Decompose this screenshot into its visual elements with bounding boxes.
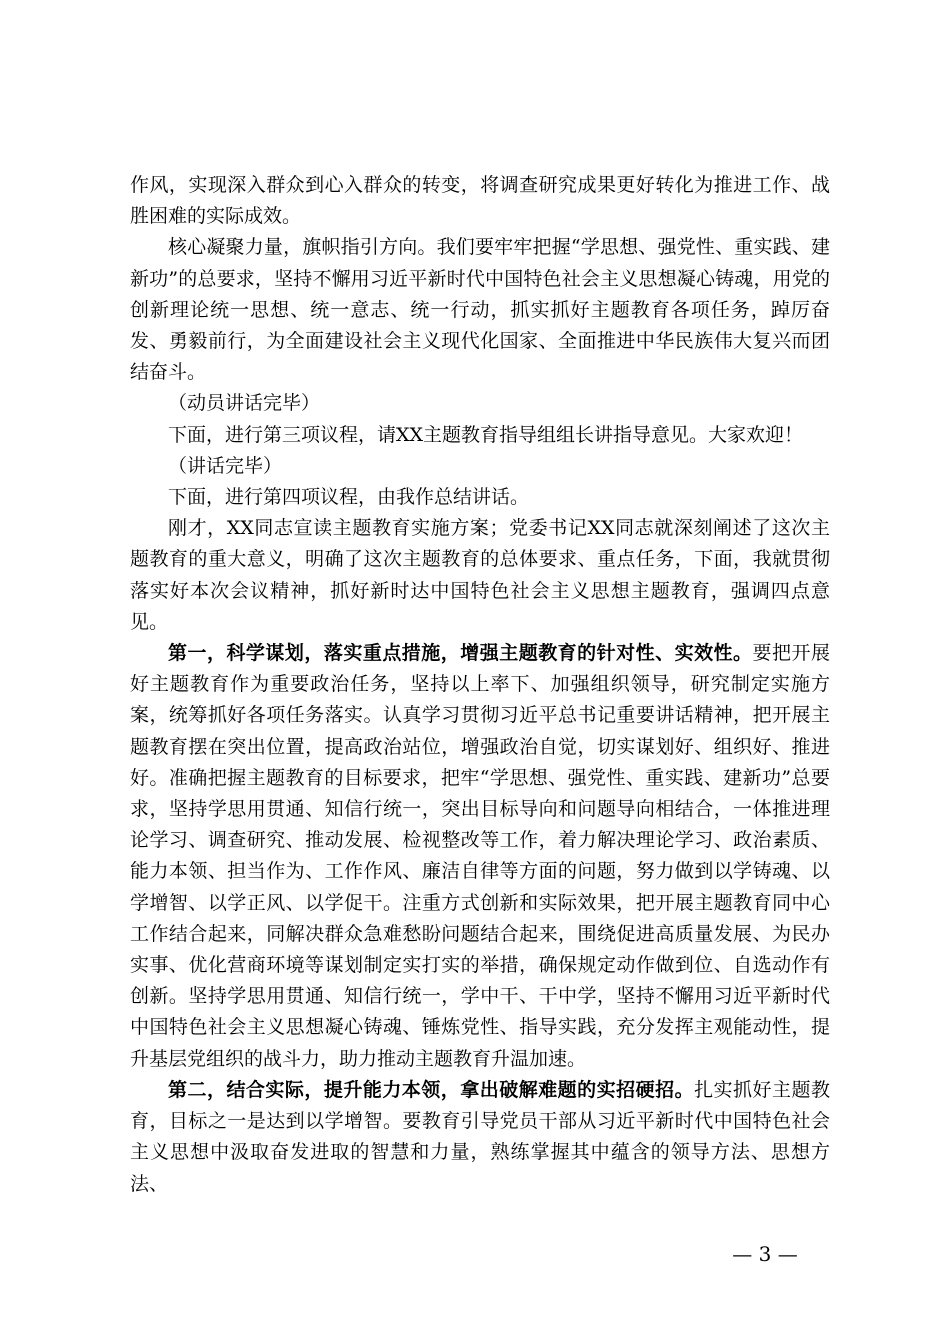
paragraph-agenda-three: 下面，进行第三项议程，请XX主题教育指导组组长讲指导意见。大家欢迎！ [168,423,804,446]
point-one-body: 要把开展好主题教育作为重要政治任务，坚持以上率下、加强组织领导，研究制定实施方案，统筹抓好各项任务落实。认真学习贯彻习近平总书记重要讲话精神，把开展主题教育摆在突出位置，提高政治站位，增强政治自觉，切实谋划好、组织好、推进好。准确把握主题教育的目标要求，把牢“学思想、强党性、重实践、建新功”总要求，坚持学思用贯通、知信行统一，突出目标导向和问题导向相结合，一体推进理论学习、调查研究、推动发展、检视整改等工作，着力解决理论学习、政治素质、能力本领、担当作为、工作作风、廉洁自律等方面的问题，努力做到以学铸魂、以学增智、以学正风、以学促干。注重方式创新和实际效果，把开展主题教育同中心工作结合起来，同解决群众急难愁盼问题结合起来，围绕促进高质量发展、为民办实事、优化营商环境等谋划制定实打实的举措，确保规定动作做到位、自选动作有创新。坚持学思用贯通、知信行统一，学中干、干中学，坚持不懈用习近平新时代中国特色社会主义思想凝心铸魂、锤炼党性、指导实践，充分发挥主观能动性，提升基层党组织的战斗力，助力推动主题教育升温加速。 [130,642,830,1070]
paragraph-point-one [130,638,830,1075]
paragraph-agenda-four: 下面，进行第四项议程，由我作总结讲话。 [168,486,530,509]
paragraph-summary-intro: 刚才，XX同志宣读主题教育实施方案；党委书记XX同志就深刻阐述了这次主题教育的重大意义，明确了这次主题教育的总体要求、重点任务，下面，我就贯彻落实好本次会议精神，抓好新时达中国特色社会主义思想主题教育，强调四点意见。 [130,517,830,633]
point-one-heading: 第一，科学谋划，落实重点措施，增强主题教育的针对性、实效性。 [168,642,753,665]
paragraph-speech-end: （讲话完毕） [168,454,283,477]
point-two-heading: 第二，结合实际，提升能力本领，拿出破解难题的实招硬招。 [168,1078,695,1101]
paragraph-mobilization-end: （动员讲话完毕） [168,392,321,415]
document-body [130,170,830,1200]
paragraph-core-unity: 核心凝聚力量，旗帜指引方向。我们要牢牢把握“学思想、强党性、重实践、建新功”的总要求，坚持不懈用习近平新时代中国特色社会主义思想凝心铸魂，用党的创新理论统一思想、统一意志、统一行动，抓实抓好主题教育各项任务，踔厉奋发、勇毅前行，为全面建设社会主义现代化国家、全面推进中华民族伟大复兴而团结奋斗。 [130,236,830,384]
paragraph-point-two [130,1075,830,1200]
page-number: — 3 — [732,1242,798,1266]
paragraph-continuation: 作风，实现深入群众到心入群众的转变，将调查研究成果更好转化为推进工作、战胜困难的实际成效。 [130,174,830,228]
point-two-body: 扎实抓好主题教育，目标之一是达到以学增智。要教育引导党员干部从习近平新时代中国特色社会主义思想中汲取奋发进取的智慧和力量，熟练掌握其中蕴含的领导方法、思想方法、 [130,1078,830,1195]
